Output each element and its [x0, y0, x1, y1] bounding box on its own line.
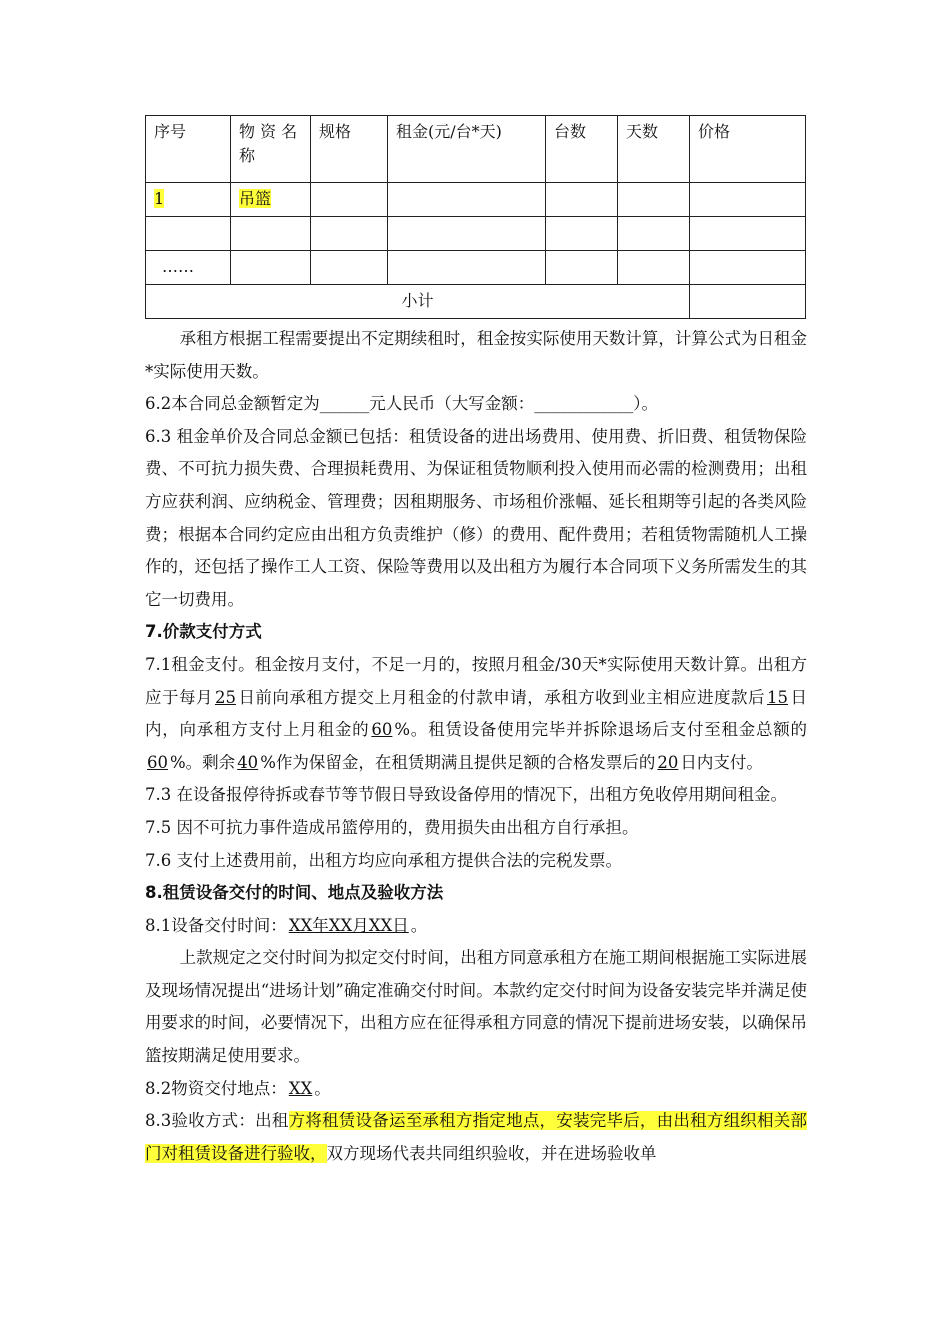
payment-days: 15 — [767, 687, 789, 707]
clause-8-2: 8.2物资交付地点： XX 。 — [145, 1078, 331, 1098]
header-qty: 台数 — [546, 116, 618, 183]
table-header-row — [146, 116, 806, 183]
header-days: 天数 — [618, 116, 690, 183]
header-spec: 规格 — [311, 116, 388, 183]
clause-8-1: 8.1设备交付时间： XX年XX月XX日 。 — [145, 915, 428, 935]
clause-7-1: 7.1租金支付。租金按月支付，不足一月的，按照月租金/30天*实际使用天数计算。出租方应于每月 25 日前向承租方提交上月租金的付款申请，承租方收到业主相应进度款后 15 日内，向承租方支付上月租金的 60 %。租赁设备使用完毕并拆除退场后支付至租金总额的60 %。剩余 40 %作为保留金，在租赁期满且提供足额的合格发票后的 20 日内支付。 — [145, 654, 808, 772]
renewal-paragraph: 承租方根据工程需要提出不定期续租时，租金按实际使用天数计算，计算公式为日租金*实际使用天数。 — [145, 329, 807, 381]
table-row — [146, 251, 806, 285]
delivery-date: XX年XX月XX日 — [288, 915, 409, 935]
monthly-percent: 60 — [371, 720, 393, 740]
table-row — [146, 183, 806, 217]
section-8-heading: 8.租赁设备交付的时间、地点及验收方法 — [145, 883, 444, 903]
acceptance-highlight: 方将租赁设备运至承租方指定地点，安装完毕后，由出租方组织相关部门对租赁设备进行验收， — [145, 1111, 808, 1163]
delivery-paragraph: 上款规定之交付时间为拟定交付时间，出租方同意承租方在施工期间根据施工实际进展及现场情况提出“进场计划”确定准确交付时间。本款约定交付时间为设备安装完毕并满足使用要求的时间，必要情况下，出租方应在征得承租方同意的情况下提前进场安装，以确保吊篮按期满足使用要求。 — [145, 948, 807, 1066]
row3-no: …… — [146, 251, 231, 285]
table-row — [146, 217, 806, 251]
clause-7-3: 7.3 在设备报停待拆或春节等节假日导致设备停用的情况下，出租方免收停用期间租金。 — [145, 785, 787, 805]
header-rent: 租金(元/台*天) — [388, 116, 546, 183]
clause-7-5: 7.5 因不可抗力事件造成吊篮停用的，费用损失由出租方自行承担。 — [145, 817, 639, 837]
total-percent: 60 — [147, 752, 168, 772]
row1-no: 1 — [154, 189, 165, 208]
header-price: 价格 — [690, 116, 806, 183]
subtotal-row — [146, 285, 806, 319]
document-page — [145, 115, 807, 1170]
delivery-location: XX — [288, 1078, 313, 1098]
clause-8-3: 8.3验收方式：出租方将租赁设备运至承租方指定地点，安装完毕后，由出租方组织相关部门对租赁设备进行验收，双方现场代表共同组织验收，并在进场验收单 — [145, 1111, 808, 1163]
payment-day: 25 — [214, 687, 236, 707]
section-7-heading: 7.价款支付方式 — [145, 622, 262, 642]
row1-name: 吊篮 — [239, 189, 272, 208]
subtotal-label: 小计 — [146, 285, 690, 319]
retention-percent: 40 — [237, 752, 259, 772]
rental-price-table — [145, 115, 806, 319]
final-payment-days: 20 — [657, 752, 679, 772]
clause-6-3: 6.3 租金单价及合同总金额已包括：租赁设备的进出场费用、使用费、折旧费、租赁物保险费、不可抗力损失费、合理损耗费用、为保证租赁物顺利投入使用而必需的检测费用；出租方应获利润、应纳税金、管理费；因租期服务、市场租价涨幅、延长租期等引起的各类风险费；根据本合同约定应由出租方负责维护（修）的费用、配件费用；若租赁物需随机人工操作的，还包括了操作工人工资、保险等费用以及出租方为履行本合同项下义务所需发生的其它一切费用。 — [145, 426, 807, 609]
clause-6-2: 6.2本合同总金额暂定为______元人民币（大写金额：____________）。 — [145, 394, 658, 414]
clause-7-6: 7.6 支付上述费用前，出租方均应向承租方提供合法的完税发票。 — [145, 850, 622, 870]
header-no: 序号 — [146, 116, 231, 183]
header-name: 物 资 名 称 — [231, 116, 311, 183]
